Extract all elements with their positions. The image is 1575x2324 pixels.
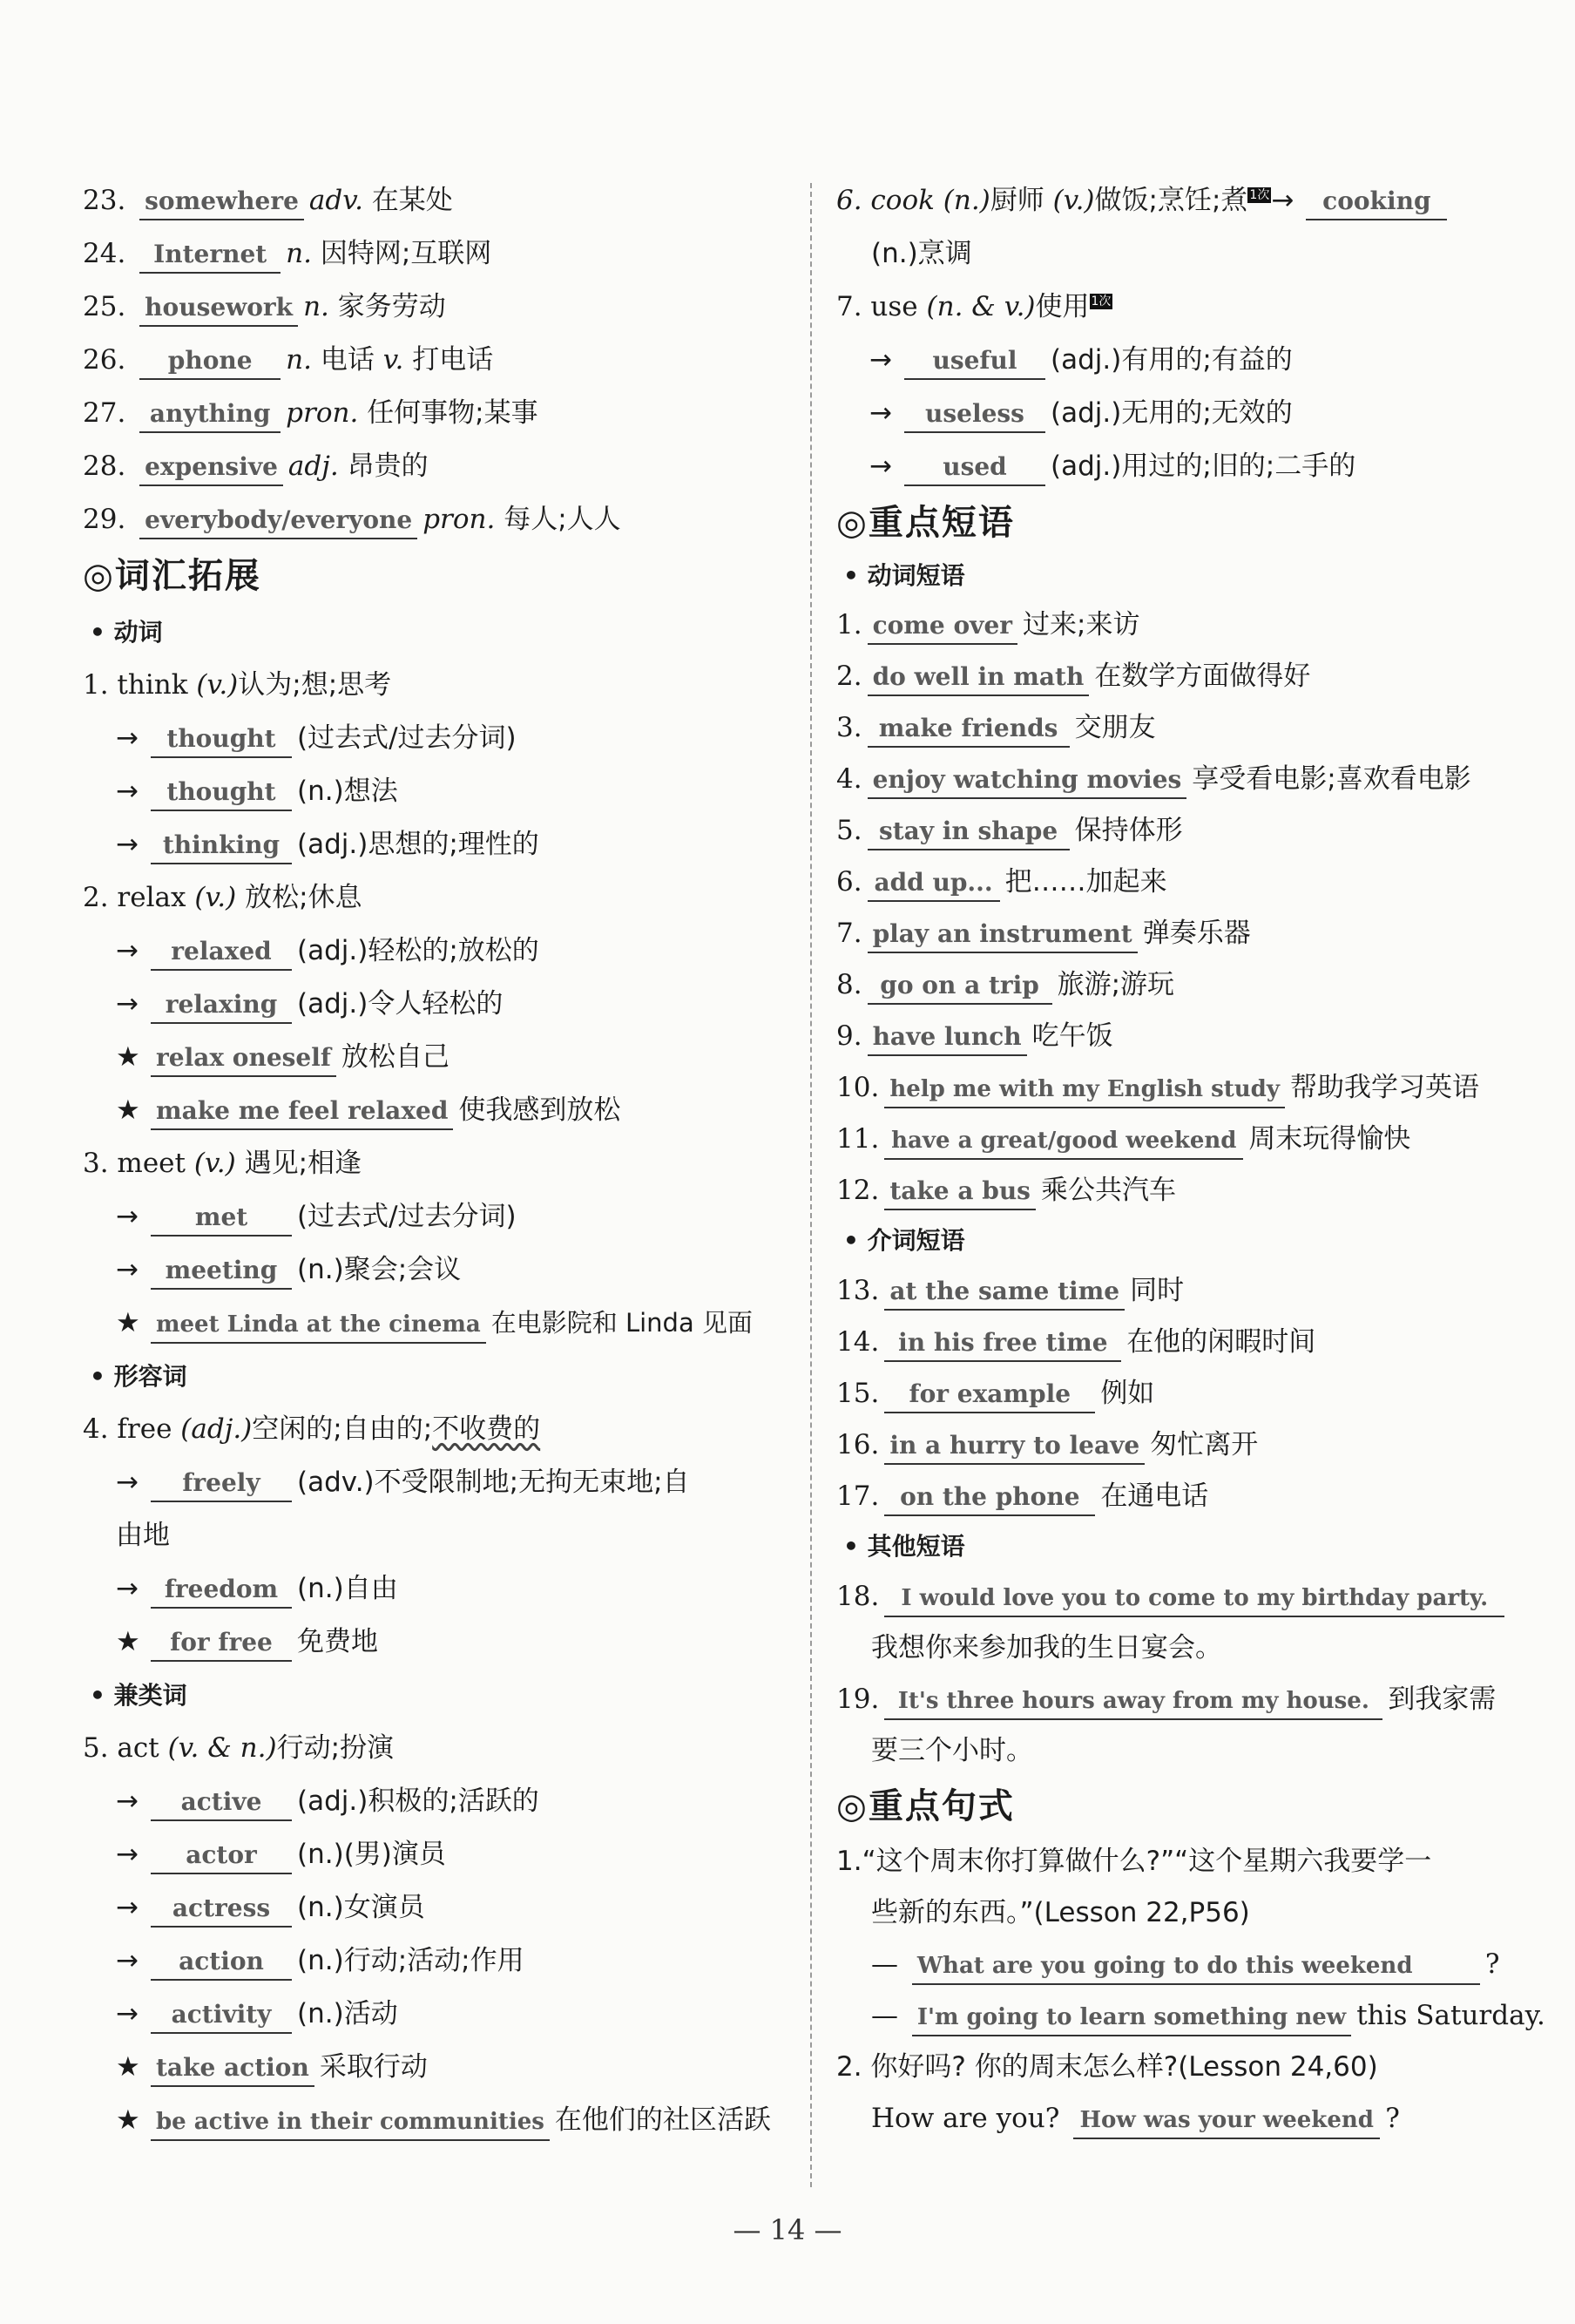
- item-number: 10.: [836, 1072, 880, 1103]
- answer-blank: anything: [139, 396, 281, 433]
- phrase-item-7: [836, 908, 1533, 959]
- part-of-speech: n.: [286, 344, 312, 376]
- derivative-row: [83, 1988, 788, 2041]
- item-number: 17.: [836, 1480, 880, 1512]
- item-number: 12.: [836, 1175, 880, 1206]
- answer-blank: at the same time: [884, 1274, 1125, 1311]
- part-of-speech: (v.): [193, 1148, 236, 1179]
- derivative-note: (n.)行动;活动;作用: [297, 1945, 524, 1976]
- phrase-item-18: [836, 1571, 1533, 1623]
- answer-blank: relaxing: [151, 987, 292, 1024]
- item-number: 7.: [836, 918, 862, 949]
- vocab-item-28: [83, 440, 788, 493]
- derivative-row: [83, 1562, 788, 1616]
- answer-blank: add up...: [868, 865, 1000, 902]
- part-of-speech: v.: [382, 344, 404, 376]
- derivative-note: (adj.)轻松的;放松的: [297, 935, 539, 966]
- answer-blank: useful: [904, 343, 1045, 380]
- sentence-1-answer-1: [836, 1939, 1533, 1990]
- phrase-item-12: [836, 1165, 1533, 1216]
- answer-blank: for free: [151, 1625, 292, 1662]
- derivative-note: (adv.)不受限制地;无拘无束地;自: [297, 1467, 690, 1498]
- phrase-note: 享受看电影;喜欢看电影: [1192, 763, 1471, 795]
- phrase-item-13: [836, 1265, 1533, 1317]
- arrow-icon: →: [1271, 185, 1294, 216]
- dash: —: [871, 2000, 907, 2031]
- phrase-note: 吃午饭: [1031, 1020, 1113, 1052]
- item-number: 1.: [836, 609, 862, 640]
- phrase-item-19-continuation: [836, 1725, 1533, 1777]
- derivative-row: [83, 765, 788, 818]
- vocab-item-27: [83, 387, 788, 440]
- vocab-item-24: [83, 227, 788, 281]
- answer-blank: enjoy watching movies: [868, 762, 1187, 799]
- arrow-icon: →: [116, 1839, 139, 1870]
- derivative-note: (过去式/过去分词): [297, 722, 517, 754]
- headword: 1. think: [83, 669, 188, 701]
- derivative-row: [836, 440, 1533, 493]
- headword: 7. use: [836, 291, 918, 322]
- item-number: 18.: [836, 1581, 880, 1612]
- sentence-lead: How are you?: [871, 2103, 1060, 2134]
- column-divider: [810, 183, 812, 2187]
- chinese-gloss: 使用: [1035, 291, 1090, 322]
- answer-blank: Internet: [139, 237, 281, 274]
- derivative-note: (n.)女演员: [297, 1892, 425, 1923]
- chinese-gloss: 昂贵的: [347, 451, 429, 482]
- chinese-gloss: 打电话: [412, 344, 494, 376]
- phrase-note: 放松自己: [341, 1041, 450, 1073]
- phrase-note: 乘公共汽车: [1040, 1175, 1176, 1206]
- phrase-note: 周末玩得愉快: [1248, 1123, 1411, 1155]
- derivative-note: (n.)烹调: [871, 238, 972, 269]
- item-number: 6.: [836, 866, 862, 898]
- part-of-speech: (n. & v.): [926, 291, 1036, 322]
- phrase-item-2: [836, 651, 1533, 702]
- answer-blank: met: [151, 1200, 292, 1237]
- derivative-note: (n.)自由: [297, 1573, 398, 1604]
- phrase-item-3: [836, 702, 1533, 754]
- page-number: — 14 —: [733, 2213, 842, 2246]
- phrase-item-18-translation: [836, 1623, 1533, 1674]
- arrow-icon: →: [116, 1201, 139, 1232]
- answer-blank: What are you going to do this weekend: [912, 1948, 1480, 1985]
- item-number: 2.: [836, 661, 862, 692]
- chinese-gloss: 因特网;互联网: [320, 238, 492, 269]
- derivative-note: (n.)聚会;会议: [297, 1254, 462, 1285]
- answer-blank: be active in their communities: [151, 2104, 550, 2141]
- phrase-note: 在通电话: [1100, 1480, 1209, 1512]
- chinese-gloss: 电话: [320, 344, 375, 376]
- subheading-prep-phrases: • 介词短语: [843, 1226, 965, 1255]
- answer-blank: help me with my English study: [884, 1072, 1285, 1108]
- phrase-note: 把……加起来: [1004, 866, 1167, 898]
- derivative-row: [83, 1828, 788, 1881]
- headword: 5. act: [83, 1732, 159, 1764]
- phrase-row: [83, 1297, 788, 1350]
- derivative-row: [83, 1243, 788, 1297]
- entry-relax: [83, 871, 788, 925]
- arrow-icon: →: [116, 1892, 139, 1923]
- phrase-note: 弹奏乐器: [1142, 918, 1251, 949]
- derivative-row: [83, 1190, 788, 1243]
- chinese-gloss: 行动;扮演: [276, 1732, 395, 1764]
- arrow-icon: →: [116, 1254, 139, 1285]
- part-of-speech: adj.: [287, 451, 339, 482]
- chinese-gloss: 任何事物;某事: [367, 397, 538, 429]
- subheading-verb: • 动词: [90, 618, 163, 647]
- arrow-icon: →: [869, 397, 892, 429]
- item-number: 14.: [836, 1326, 880, 1358]
- answer-blank: I would love you to come to my birthday party.: [884, 1581, 1504, 1617]
- answer-blank: useless: [904, 396, 1045, 433]
- vocab-item-26: [83, 334, 788, 387]
- answer-blank: play an instrument: [868, 917, 1138, 953]
- derivative-row: [83, 712, 788, 765]
- chinese-gloss: 做饭;烹饪;煮: [1094, 185, 1248, 216]
- derivative-row: [83, 1934, 788, 1988]
- star-icon: ★: [116, 1626, 140, 1657]
- answer-blank: stay in shape: [868, 814, 1070, 850]
- phrase-item-19: [836, 1674, 1533, 1725]
- answer-blank: somewhere: [139, 184, 304, 220]
- item-number: 26.: [83, 344, 126, 376]
- answer-blank: thought: [151, 722, 292, 758]
- derivative-row: [83, 925, 788, 978]
- answer-blank: phone: [139, 343, 281, 380]
- phrase-row: [83, 1031, 788, 1084]
- arrow-icon: →: [116, 1467, 139, 1498]
- derivative-row: [83, 1775, 788, 1828]
- phrase-item-6: [836, 857, 1533, 908]
- entry-cook: [836, 174, 1533, 227]
- arrow-icon: →: [869, 451, 892, 482]
- part-of-speech: n.: [303, 291, 329, 322]
- sentence-1-prompt-continuation: 些新的东西。”(Lesson 22,P56): [871, 1897, 1250, 1928]
- section-heading-vocab-expansion: ◎词汇拓展: [83, 556, 261, 596]
- arrow-icon: →: [116, 935, 139, 966]
- phrase-item-14: [836, 1317, 1533, 1368]
- derivative-continuation: [83, 1509, 788, 1562]
- phrase-item-4: [836, 754, 1533, 805]
- part-of-speech: (v.): [196, 669, 239, 701]
- answer-blank: for example: [884, 1377, 1095, 1413]
- phrase-note: 在他们的社区活跃: [554, 2104, 771, 2136]
- phrase-note: 我想你来参加我的生日宴会。: [871, 1632, 1222, 1663]
- sentence-2-prompt: 2. 你好吗? 你的周末怎么样?(Lesson 24,60): [836, 2051, 1378, 2083]
- star-icon: ★: [116, 2051, 140, 2083]
- punctuation: ?: [1385, 2103, 1400, 2134]
- sentence-tail: this Saturday.: [1356, 2000, 1545, 2031]
- phrase-note: 例如: [1100, 1378, 1155, 1409]
- phrase-note: 旅游;游玩: [1057, 969, 1175, 1000]
- answer-blank: expensive: [139, 450, 283, 486]
- item-number: 4.: [836, 763, 862, 795]
- phrase-note: 要三个小时。: [871, 1735, 1033, 1766]
- phrase-item-15: [836, 1368, 1533, 1419]
- star-icon: ★: [116, 1307, 140, 1338]
- answer-blank: cooking: [1306, 184, 1447, 220]
- answer-blank: everybody/everyone: [139, 503, 417, 539]
- answer-blank: do well in math: [868, 660, 1090, 696]
- star-icon: ★: [116, 1041, 140, 1073]
- phrase-item-16: [836, 1419, 1533, 1471]
- derivative-row: [836, 387, 1533, 440]
- subheading-multi-class: • 兼类词: [90, 1681, 187, 1710]
- frequency-badge: 1次: [1249, 188, 1270, 202]
- arrow-icon: →: [116, 1998, 139, 2029]
- punctuation: ?: [1484, 1948, 1500, 1980]
- phrase-note: 免费地: [297, 1626, 378, 1657]
- answer-blank: on the phone: [884, 1480, 1095, 1516]
- phrase-item-17: [836, 1471, 1533, 1522]
- derivative-row: [83, 818, 788, 871]
- frequency-badge: 1次: [1091, 295, 1112, 308]
- arrow-icon: →: [116, 1785, 139, 1817]
- answer-blank: make me feel relaxed: [151, 1094, 453, 1130]
- answer-blank: active: [151, 1785, 292, 1821]
- answer-blank: freedom: [151, 1572, 292, 1609]
- item-number: 16.: [836, 1429, 880, 1460]
- answer-blank: come over: [868, 608, 1017, 645]
- answer-blank: take action: [151, 2050, 314, 2087]
- phrase-note: 使我感到放松: [458, 1094, 621, 1126]
- headword: 3. meet: [83, 1148, 186, 1179]
- headword: 2. relax: [83, 882, 186, 913]
- answer-blank: I'm going to learn something new: [912, 2000, 1351, 2036]
- subheading-adjective: • 形容词: [90, 1362, 187, 1391]
- part-of-speech: (v.): [1052, 185, 1095, 216]
- chinese-gloss: 空闲的;自由的;: [252, 1413, 433, 1445]
- phrase-note: 在电影院和 Linda 见面: [490, 1308, 753, 1338]
- derivative-note: (adj.)有用的;有益的: [1051, 344, 1293, 376]
- headword: 6. cook: [836, 185, 935, 216]
- sentence-2-answer: [836, 2093, 1533, 2144]
- item-number: 19.: [836, 1684, 880, 1715]
- item-number: 29.: [83, 504, 126, 535]
- answer-blank: make friends: [868, 711, 1070, 748]
- answer-blank: thought: [151, 775, 292, 811]
- sentence-1-prompt: 1.“这个周末你打算做什么?”“这个星期六我要学一: [836, 1846, 1432, 1877]
- item-number: 28.: [83, 451, 126, 482]
- item-number: 15.: [836, 1378, 880, 1409]
- derivative-row: [83, 978, 788, 1031]
- part-of-speech: (v. & n.): [167, 1732, 277, 1764]
- answer-blank: housework: [139, 290, 298, 327]
- part-of-speech: pron.: [422, 504, 496, 535]
- phrase-note: 交朋友: [1074, 712, 1156, 743]
- answer-blank: have lunch: [868, 1020, 1027, 1056]
- entry-meet: [83, 1137, 788, 1190]
- arrow-icon: →: [116, 829, 139, 860]
- section-heading-key-phrases: ◎重点短语: [836, 503, 1015, 543]
- item-number: 24.: [83, 238, 126, 269]
- derivative-note: (adj.)用过的;旧的;二手的: [1051, 451, 1356, 482]
- subheading-verb-phrases: • 动词短语: [843, 561, 965, 590]
- wavy-underlined-gloss: 不收费的: [432, 1413, 541, 1445]
- vocab-item-25: [83, 281, 788, 334]
- dash: —: [871, 1948, 907, 1980]
- answer-blank: How was your weekend: [1073, 2103, 1380, 2139]
- part-of-speech: (n.): [943, 185, 990, 216]
- phrase-note: 保持体形: [1074, 815, 1183, 846]
- answer-blank: meet Linda at the cinema: [151, 1307, 486, 1344]
- answer-blank: used: [904, 450, 1045, 486]
- item-number: 11.: [836, 1123, 880, 1155]
- vocab-item-23: [83, 174, 788, 227]
- phrase-note: 在他的闲暇时间: [1126, 1326, 1316, 1358]
- chinese-gloss: 家务劳动: [337, 291, 446, 322]
- derivative-note: (n.)(男)演员: [297, 1839, 446, 1870]
- arrow-icon: →: [116, 988, 139, 1020]
- vocab-item-29: [83, 493, 788, 546]
- headword: 4. free: [83, 1413, 172, 1445]
- phrase-item-8: [836, 959, 1533, 1011]
- chinese-gloss: 每人;人人: [504, 504, 621, 535]
- part-of-speech: n.: [286, 238, 312, 269]
- derivative-row: [836, 334, 1533, 387]
- chinese-gloss: 放松;休息: [245, 882, 362, 913]
- answer-blank: take a bus: [884, 1174, 1036, 1210]
- entry-free: [83, 1403, 788, 1456]
- item-number: 13.: [836, 1275, 880, 1306]
- part-of-speech: (adj.): [180, 1413, 253, 1445]
- sentence-1-answer-2: [836, 1990, 1545, 2042]
- phrase-note: 匆忙离开: [1150, 1429, 1259, 1460]
- answer-blank: relax oneself: [151, 1040, 336, 1077]
- answer-blank: meeting: [151, 1253, 292, 1290]
- phrase-note: 同时: [1130, 1275, 1185, 1306]
- derivative-note: (adj.)积极的;活跃的: [297, 1785, 539, 1817]
- item-number: 25.: [83, 291, 126, 322]
- phrase-row: [83, 1084, 788, 1137]
- item-number: 9.: [836, 1020, 862, 1052]
- entry-think: [83, 659, 788, 712]
- answer-blank: activity: [151, 1997, 292, 2034]
- item-number: 5.: [836, 815, 862, 846]
- derivative-note: (过去式/过去分词): [297, 1201, 517, 1232]
- answer-blank: in a hurry to leave: [884, 1428, 1145, 1465]
- right-column: [836, 174, 1545, 2144]
- phrase-item-11: [836, 1114, 1533, 1165]
- answer-blank: actor: [151, 1838, 292, 1874]
- derivative-note: (n.)想法: [297, 776, 398, 807]
- left-column: [83, 174, 788, 2147]
- derivative-row: [83, 1456, 788, 1509]
- answer-blank: thinking: [151, 828, 292, 864]
- item-number: 8.: [836, 969, 862, 1000]
- answer-blank: in his free time: [884, 1325, 1121, 1362]
- arrow-icon: →: [869, 344, 892, 376]
- phrase-row: [83, 2094, 788, 2147]
- entry-use: [836, 281, 1533, 334]
- cook-continuation: [836, 227, 1533, 281]
- item-number: 3.: [836, 712, 862, 743]
- derivative-note: 由地: [116, 1520, 170, 1551]
- derivative-note: (adj.)思想的;理性的: [297, 829, 539, 860]
- star-icon: ★: [116, 2104, 140, 2136]
- arrow-icon: →: [116, 776, 139, 807]
- answer-blank: go on a trip: [868, 968, 1052, 1005]
- answer-blank: freely: [151, 1466, 292, 1502]
- phrase-item-10: [836, 1062, 1533, 1114]
- phrase-row: [83, 1616, 788, 1669]
- phrase-note: 采取行动: [319, 2051, 428, 2083]
- arrow-icon: →: [116, 722, 139, 754]
- phrase-item-5: [836, 805, 1533, 857]
- answer-blank: have a great/good weekend: [884, 1123, 1243, 1160]
- answer-blank: It's three hours away from my house.: [884, 1684, 1382, 1720]
- answer-blank: actress: [151, 1891, 292, 1928]
- star-icon: ★: [116, 1094, 140, 1126]
- phrase-note: 过来;来访: [1023, 609, 1140, 640]
- arrow-icon: →: [116, 1945, 139, 1976]
- answer-blank: relaxed: [151, 934, 292, 971]
- chinese-gloss: 认为;想;思考: [238, 669, 392, 701]
- part-of-speech: (v.): [194, 882, 237, 913]
- derivative-note: (n.)活动: [297, 1998, 398, 2029]
- derivative-note: (adj.)无用的;无效的: [1051, 397, 1293, 429]
- phrase-note: 到我家需: [1388, 1684, 1497, 1715]
- section-heading-key-sentences: ◎重点句式: [836, 1786, 1015, 1826]
- arrow-icon: →: [116, 1573, 139, 1604]
- phrase-item-1: [836, 600, 1533, 651]
- part-of-speech: pron.: [286, 397, 359, 429]
- part-of-speech: adv.: [308, 185, 363, 216]
- chinese-gloss: 在某处: [371, 185, 453, 216]
- item-number: 27.: [83, 397, 126, 429]
- item-number: 23.: [83, 185, 126, 216]
- chinese-gloss: 遇见;相逢: [244, 1148, 362, 1179]
- derivative-note: (adj.)令人轻松的: [297, 988, 504, 1020]
- phrase-note: 在数学方面做得好: [1094, 661, 1311, 692]
- chinese-gloss: 厨师: [990, 185, 1044, 216]
- phrase-row: [83, 2041, 788, 2094]
- phrase-item-9: [836, 1011, 1533, 1062]
- subheading-other-phrases: • 其他短语: [843, 1532, 965, 1561]
- derivative-row: [83, 1881, 788, 1934]
- entry-act: [83, 1722, 788, 1775]
- answer-blank: action: [151, 1944, 292, 1981]
- phrase-note: 帮助我学习英语: [1289, 1072, 1479, 1103]
